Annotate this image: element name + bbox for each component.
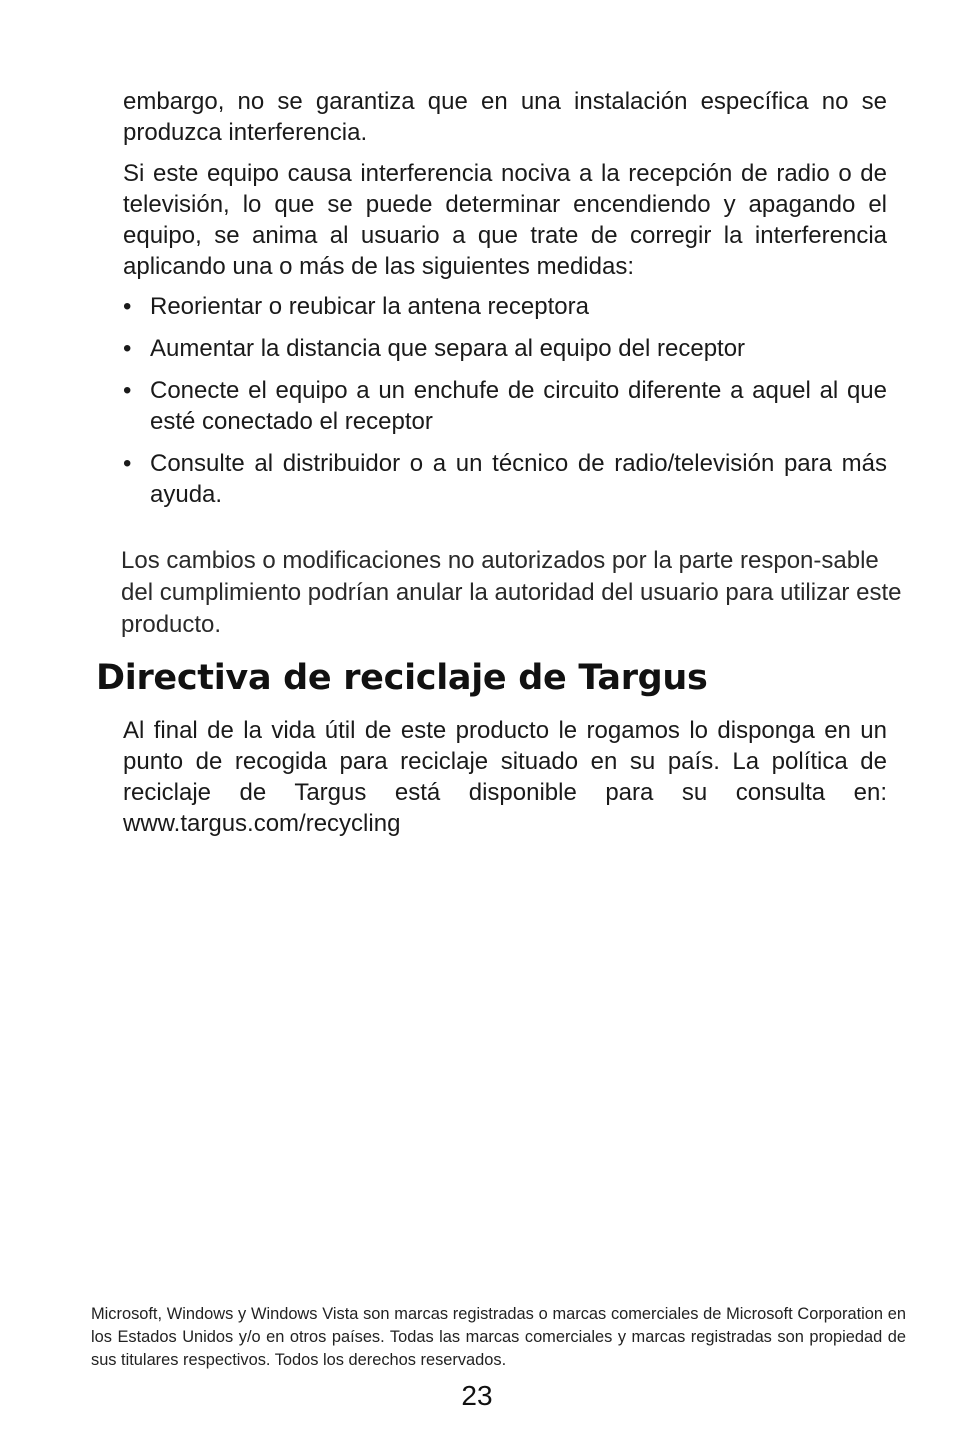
page-number: 23 (461, 1380, 493, 1411)
section-heading: Directiva de reciclaje de Targus (96, 658, 708, 698)
measures-list (123, 291, 887, 521)
list-item (123, 333, 887, 364)
list-item-text: Consulte al distribuidor o a un técnico de radio/televisión para más ayuda. (150, 450, 887, 508)
list-item-text: Reorientar o reubicar la antena receptora (150, 293, 589, 320)
recycling-paragraph: Al final de la vida útil de este producto le rogamos lo disponga en un punto de recogida para reciclaje situado en su país. La política de reciclaje de Targus está disponible para su consulta en: www.targus.com/recycling (123, 717, 887, 837)
list-item (123, 375, 887, 437)
trademark-note: Microsoft, Windows y Windows Vista son marcas registradas o marcas comerciales de Microsoft Corporation en los Estados Unidos y/o en otros países. Todas las marcas comerciales y marcas registradas son propiedad de sus titulares respectivos. Todos los derechos reservados. (91, 1305, 906, 1369)
intro-paragraph-continuation: embargo, no se garantiza que en una instalación específica no se produzca interferencia. (123, 88, 887, 146)
interference-paragraph: Si este equipo causa interferencia nociva a la recepción de radio o de televisión, lo que se puede determinar encendiendo y apagando el equipo, se anima al usuario a que trate de corregir la interferencia aplicando una o más de las siguientes medidas: (123, 160, 887, 280)
unauthorized-changes-paragraph: Los cambios o modificaciones no autorizados por la parte respon-sable del cumplimiento podrían anular la autoridad del usuario para utilizar este producto. (121, 547, 902, 638)
list-item (123, 448, 887, 510)
bullet-icon: • (123, 335, 132, 362)
bullet-icon: • (123, 377, 132, 404)
bullet-icon: • (123, 293, 132, 320)
list-item (123, 291, 887, 322)
bullet-icon: • (123, 450, 132, 477)
list-item-text: Conecte el equipo a un enchufe de circuito diferente a aquel al que esté conectado el receptor (150, 377, 887, 435)
list-item-text: Aumentar la distancia que separa al equipo del receptor (150, 335, 746, 362)
